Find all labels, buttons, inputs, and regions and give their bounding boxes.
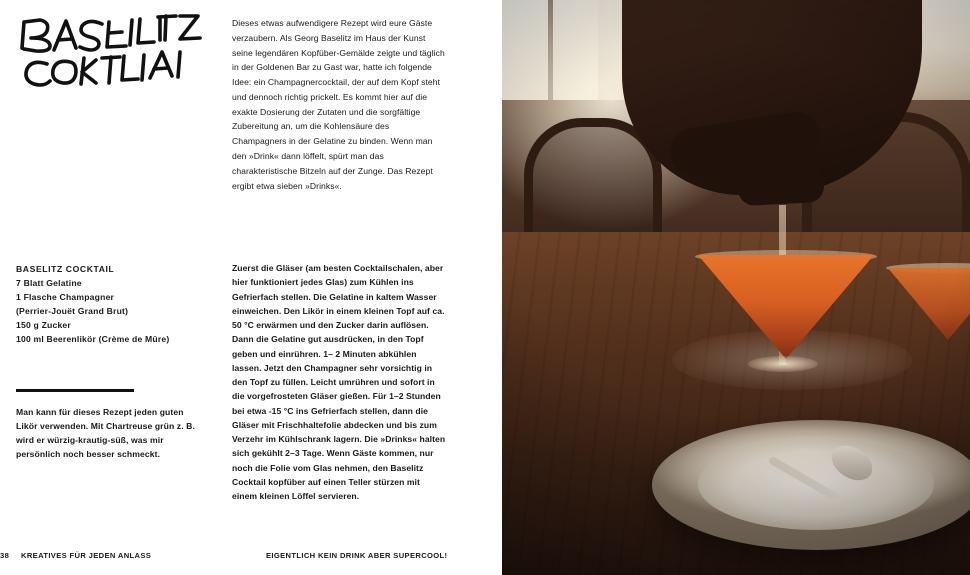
tip-note: Man kann für dieses Rezept jeden guten Likör verwenden. Mit Chartreuse grün z. B. wird er würzig-krautig-süß, was mir persönlich noch besser schmeckt.: [16, 407, 195, 459]
page-footer: [0, 551, 480, 565]
middle-column: [232, 8, 450, 558]
divider-rule: [16, 389, 134, 392]
method-paragraph: Zuerst die Gläser (am besten Cocktailschalen, aber hier funktioniert jedes Glas) zum Kühlen ins Gefrierfach stellen. Die Gelatine in kaltem Wasser einweichen. Den Likör in einem kleinen Topf auf ca. 50 °C erwärmen und den Zucker darin auflösen. Dann die Gelatine gut ausdrücken, in den Topf geben und einrühren. 1– 2 Minuten abkühlen lassen. Jetzt den Champagner sehr vorsichtig in den Topf zu füllen. Leicht umrühren und sofort in die vorgefrosteten Gläser gießen. Für 1–2 Stunden bei etwa -15 °C ins Gefrierfach stellen, dann die Gläser mit Frischhaltefolie abdecken und bis zum Verzehr im Kühlschrank lagern. Die »Drinks« halten sich gekühlt 2–3 Tage. Wenn Gäste kommen, nur noch die Folie vom Glas nehmen, den Baselitz Cocktail kopfüber auf einen Teller stürzen mit einem kleinen Löffel servieren.: [232, 263, 446, 502]
ingredient-item: 100 ml Beerenlikör (Crème de Mûre): [16, 333, 170, 344]
ingredients-block: [16, 263, 208, 347]
ingredient-item: (Perrier-Jouët Grand Brut): [16, 305, 129, 316]
ingredient-item: 7 Blatt Gelatine: [16, 277, 82, 288]
baselitz-cocktail-logo: [14, 14, 204, 94]
ingredient-item: 1 Flasche Champagner: [16, 291, 115, 302]
recipe-photo: [502, 0, 970, 575]
footer-section-title: KREATIVES FÜR JEDEN ANLASS: [21, 551, 152, 560]
intro-paragraph: Dieses etwas aufwendigere Rezept wird eure Gäste verzaubern. Als Georg Baselitz im Haus der Kunst seine legendären Kopfüber-Gemälde zeigte und täglich in der Goldenen Bar zu Gast war, hatte ich folgende Idee: ein Champagnercocktail, der auf dem Kopf steht und dennoch richtig prickelt. Es kommt hier auf die exakte Dosierung der Zutaten und die sorgfältige Zubereitung an, um die Kohlensäure des Champagners in der Gelatine zu binden. Wenn man den »Drink« dann löffelt, spürt man das charakteristische Bitzeln auf der Zunge. Das Rezept ergibt etwa sieben »Drinks«.: [232, 18, 445, 191]
left-column: [10, 8, 210, 558]
page-number: 38: [0, 551, 10, 560]
photo-vignette: [502, 0, 970, 575]
footer-caption: EIGENTLICH KEIN DRINK ABER SUPERCOOL!: [266, 551, 448, 560]
ingredient-item: 150 g Zucker: [16, 319, 71, 330]
ingredients-heading: BASELITZ COCKTAIL: [16, 264, 115, 274]
